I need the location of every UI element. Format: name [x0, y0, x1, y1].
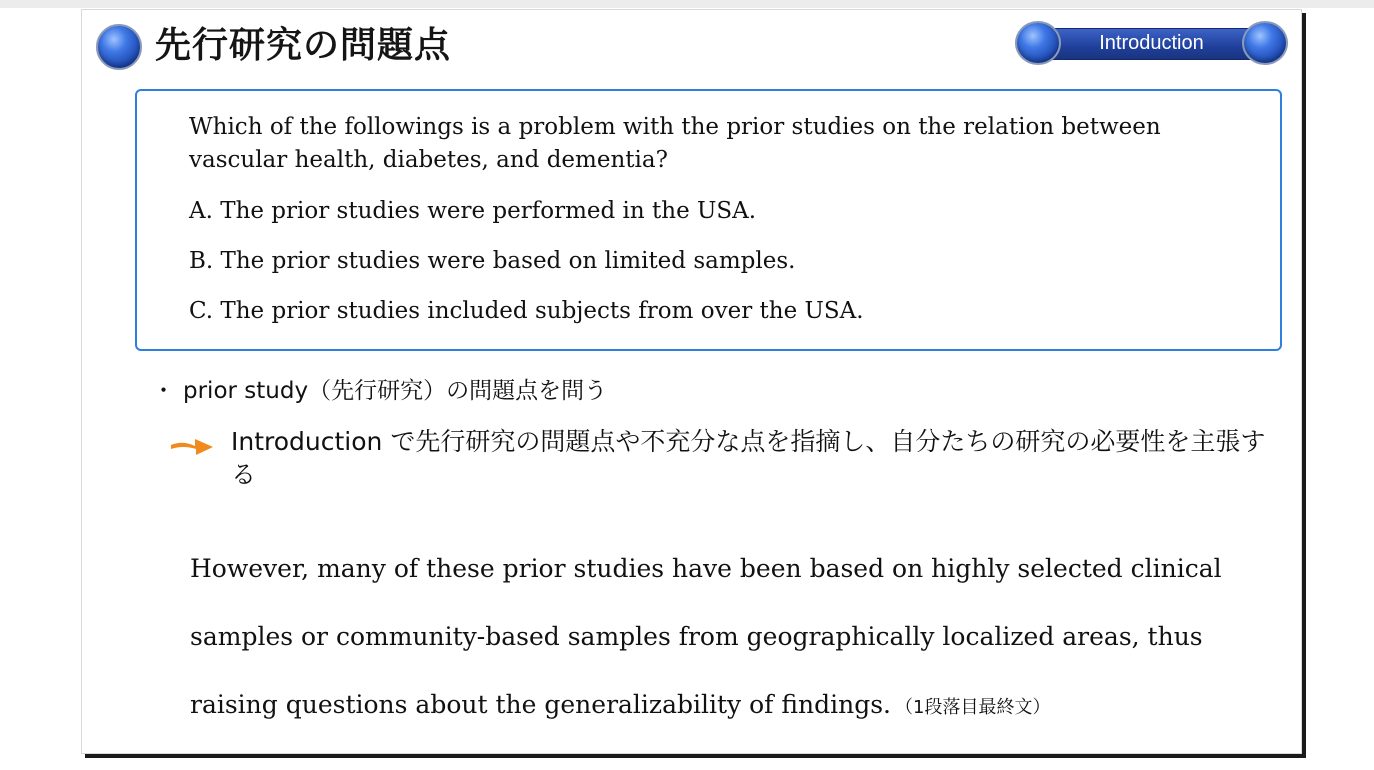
section-badge-label: Introduction	[1099, 32, 1204, 54]
slide	[81, 9, 1302, 754]
option-c: C. The prior studies included subjects from over the USA.	[189, 298, 864, 324]
orange-arrow-icon	[169, 434, 215, 458]
bullet-point	[152, 376, 607, 406]
bullet-text: prior study（先行研究）の問題点を問う	[183, 378, 608, 404]
question-text: Which of the followings is a problem with the prior studies on the relation between vascular health, diabetes, and dementia?	[189, 114, 1161, 173]
top-strip	[0, 0, 1374, 8]
option-a: A. The prior studies were performed in the USA.	[189, 198, 757, 224]
bullet-marker: ・	[152, 378, 175, 404]
slide-title: 先行研究の問題点	[155, 25, 452, 66]
question-box	[135, 89, 1282, 351]
section-badge	[1015, 21, 1288, 65]
blue-orb-icon	[96, 24, 142, 70]
excerpt	[190, 535, 1280, 742]
excerpt-note: （1段落目最終文）	[895, 697, 1051, 718]
option-b: B. The prior studies were based on limited samples.	[189, 248, 796, 274]
excerpt-text: However, many of these prior studies have been based on highly selected clinical samples or community-based samples from geographically localized areas, thus raising questions about the generalizability of findings.	[190, 554, 1222, 719]
arrow-point-text: Introduction で先行研究の問題点や不充分な点を指摘し、自分たちの研究の必要性を主張する	[231, 427, 1266, 489]
